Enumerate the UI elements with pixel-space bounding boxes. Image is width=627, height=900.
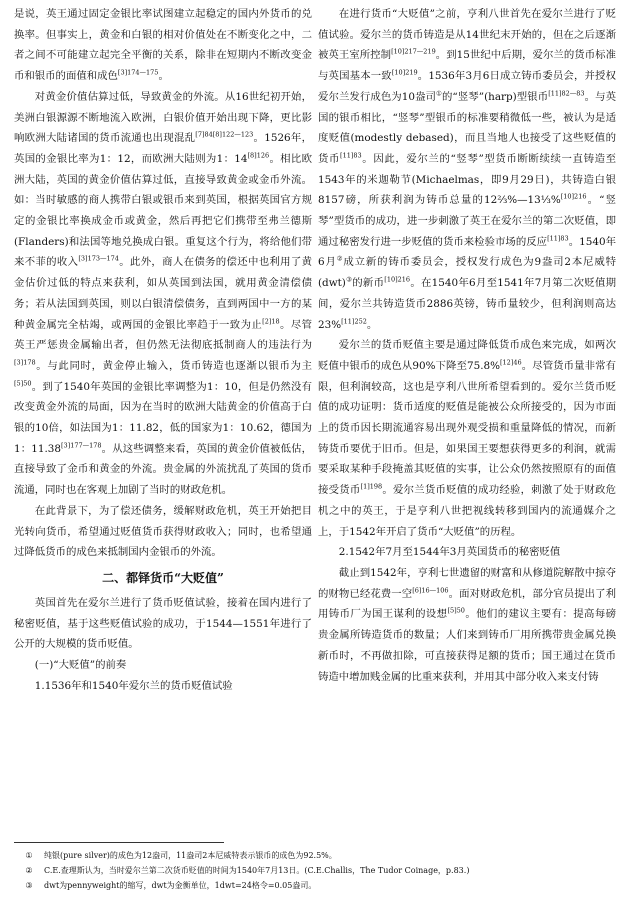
subsection-heading: 1.1536年和1540年爱尔兰的货币贬值试验 [34, 679, 233, 692]
citation: [3]177—178 [61, 441, 102, 450]
text: 。与此同时，黄金停止输入，货币铸造也逐渐以银币为主 [35, 359, 312, 372]
text: 。因此，爱尔兰的“竖琴”型货币断断续续一直铸造至1543年的米迦勒节(Michaelmas，即9月29日)，共铸造白银8157磅，所获利润为铸币总量的12⅔%—13⅓% [318, 152, 617, 207]
footnote-marker: ③ [345, 275, 353, 284]
footnote-text: C.E.查理斯认为，当时爱尔兰第二次货币贬值的时间为1540年7月13日。(C.E.Challis，The Tudor Coinage，p.83.) [44, 866, 470, 875]
paragraph [318, 4, 616, 335]
paragraph [14, 4, 312, 87]
citation: [11]252 [341, 317, 367, 326]
citation: [10]216 [560, 192, 587, 201]
citation: [2]18 [262, 317, 280, 326]
text: 。相比欧洲大陆，英国的黄金价值估算过低，直接导致黄金或金币外流。如：当时敏感的商人携带白银或银币来到英国，根据英国官方规定的金银比率换成金币或黄金，然后再把它们携带至弗兰德斯(Flanders)和法国等地兑换成白银。重复这个行为，将给他们带来不菲的收入 [14, 152, 313, 269]
text: 爱尔兰的货币贬值主要是通过降低货币成色来完成，如两次贬值中银币的成色从90%下降至75.8% [318, 339, 616, 372]
citation: [10]219 [391, 68, 418, 77]
footnotes [14, 848, 614, 893]
text: 。 [158, 70, 169, 83]
text: 。爱尔兰货币贬值的成功经验，刺激了处于财政危机之中的英王，于是亨利八世把视线转移到国内的流通媒介之上，于1542年开启了货币“大贬值”的历程。 [318, 484, 617, 538]
citation: [10]217—219 [391, 47, 436, 56]
footnote [14, 863, 614, 878]
footnote [14, 848, 614, 863]
text: 的“竖琴”(harp)型银币 [441, 90, 549, 103]
left-column [14, 4, 312, 697]
text: 截止到1542年，亨利七世遗留的财富和从修道院解散中掠夺的财物已经花费一空 [318, 566, 616, 600]
text: 。尽管英王严惩贵金属输出者，但仍然无法彻底抵制商人的违法行为 [14, 318, 313, 352]
text: 。到15世纪中后期，爱尔兰的货币标准与英国基本一致 [318, 49, 616, 83]
text: 。1540年6月 [318, 235, 616, 269]
citation: [11]83 [547, 234, 569, 243]
citation: [1]198 [360, 482, 383, 491]
paragraph [14, 87, 312, 501]
section-heading: 二、都铎货币“大贬值” [102, 570, 224, 585]
citation: [7]84[8]122—123 [195, 130, 254, 139]
text: 对黄金价值估算过低，导致黄金的外流。从16世纪初开始，美洲白银源源不断地流入欧洲，白银价值开始出现下降，更比影响欧洲大陆诸国的货币流通也出现混乱 [14, 90, 312, 145]
text: 是说，英王通过固定金银比率试图建立起稳定的国内外货币的兑换率。但事实上，黄金和白银的相对价值处在不断变化之中，二者之间不可能建立起完全平衡的关系，除非在短期内不断改变金币和银币的面值和成色 [14, 8, 312, 83]
citation: [11]82—83 [548, 89, 585, 98]
footnote-text: dwt为pennyweight的缩写，dwt为金衡单位，1dwt=24格令=0.05盎司。 [44, 881, 317, 890]
text: 。他们的建议主要有：提高每磅贵金属所铸造货币的数量；人们来到铸币厂用所携带贵金属兑换新币时，不再做扣除，可直接获得足额的货币；国王通过在货币铸造中增加贱金属的比重来获利，并用其中部分收入来支付铸 [318, 608, 616, 683]
citation: [10]216 [384, 275, 411, 284]
citation: [12]46 [500, 358, 522, 367]
text: 。面对财政危机，部分官员提出了利用铸币厂为国王谋利的设想 [318, 587, 617, 621]
citation: [5]50 [14, 379, 32, 388]
footnote-mark: ① [25, 851, 33, 860]
citation: [6]16—106 [412, 586, 449, 595]
paragraph: 在此背景下，为了偿还债务，缓解财政危机，英王开始把目光转向货币，希望通过贬值货币获得财政收入；同时，也希望通过降低货币的成色来抵制国内金银币的外流。 [14, 504, 312, 559]
text: 。1536年3月6日成立铸币委员会，并授权爱尔兰发行成色为10盎司 [318, 70, 617, 103]
paragraph [318, 563, 616, 687]
text: 成立新的铸币委员会，授权发行成色为9盎司2本尼威特(dwt) [318, 256, 616, 290]
footnote [14, 878, 614, 893]
text: 。到了1540年英国的金银比率调整为1：10，但是仍然没有改变黄金外流的局面，因为在当时的欧洲大陆黄金的价值高于白银的10倍，如法国为1：11.82，低的国家为1：10.62，德国为1：11.38 [14, 380, 312, 455]
text: 。1526年，英国的金银比率为1：12，而欧洲大陆则为1：14 [14, 132, 312, 165]
citation: [3]173—174 [78, 254, 119, 263]
text: 。“竖琴”型货币的成功，进一步刺激了英王在爱尔兰的第二次贬值，即通过秘密发行进一步贬值的货币来检验市场的反应 [318, 194, 616, 248]
text: 。在1540年6月至1541年7月第二次贬值期间，爱尔兰共铸造货币2886英镑，铸币量较少，但利润则高达23% [318, 277, 617, 331]
footnote-marker: ② [336, 254, 344, 263]
citation: [3]178 [14, 358, 36, 367]
subsection-heading: 2.1542年7月至1544年3月英国货币的秘密贬值 [338, 546, 561, 559]
citation: [5]50 [447, 606, 465, 615]
text: 的新币 [352, 277, 385, 290]
text: 。此外，商人在债务的偿还中也利用了黄金估价过低的特点来获利，如从英国到法国，就用黄金清偿债务；若从法国到英国，则以白银清偿债务，直到两国中一方的某种黄金属完全枯竭，或两国的金银比率趋于一致为止 [14, 256, 313, 331]
paragraph [318, 335, 616, 542]
footnote-text: 纯银(pure silver)的成色为12盎司，11盎司2本尼威特表示银币的成色为92.5%。 [44, 851, 337, 860]
footnote-mark: ② [25, 866, 33, 875]
text: 。与英国的银币相比，“竖琴”型银币的标准要稍微低一些，被认为是适度贬值(modestly debased)，而且当地人也接受了这些贬值的货币 [318, 90, 616, 165]
text: 。尽管货币量非常有限，但利润较高，这也是亨利八世所希望看到的。爱尔兰货币贬值的成功证明：货币适度的贬值是能被公众所接受的，因为市面上的货币因长期流通容易出现外观受损和重量降低的情况，而新铸货币要优于旧币。但是，如果国王要想获得更多的利润，就需要采取某种手段掩盖其贬值的实事，让公众仍然按照原有的面值接受货币 [318, 359, 616, 497]
citation: [3]174—175 [117, 68, 159, 77]
text: 。从这些调整来看，英国的黄金价值被低估，直接导致了金币和黄金的外流。贵金属的外流扰乱了英国的货币流通，同时也在客观上加剧了当时的财政危机。 [14, 442, 312, 497]
paragraph: 英国首先在爱尔兰进行了货币贬值试验，接着在国内进行了秘密贬值，基于这些贬值试验的成功，于1544—1551年进行了公开的大规模的货币贬值。 [14, 596, 312, 651]
footnote-divider [14, 842, 224, 843]
subsection-heading: (一)“大贬值”的前奏 [34, 659, 127, 672]
footnote-mark: ③ [25, 881, 33, 890]
citation: [8]126 [247, 151, 270, 160]
citation: [11]83 [340, 151, 362, 160]
footnote-marker: ① [436, 89, 442, 98]
text: 。 [366, 318, 378, 331]
right-column [318, 4, 616, 687]
text: 在进行货币“大贬值”之前，亨利八世首先在爱尔兰进行了贬值试验。爱尔兰的货币铸造是从14世纪末开始的，但在之后逐渐被英王室所控制 [318, 8, 616, 62]
